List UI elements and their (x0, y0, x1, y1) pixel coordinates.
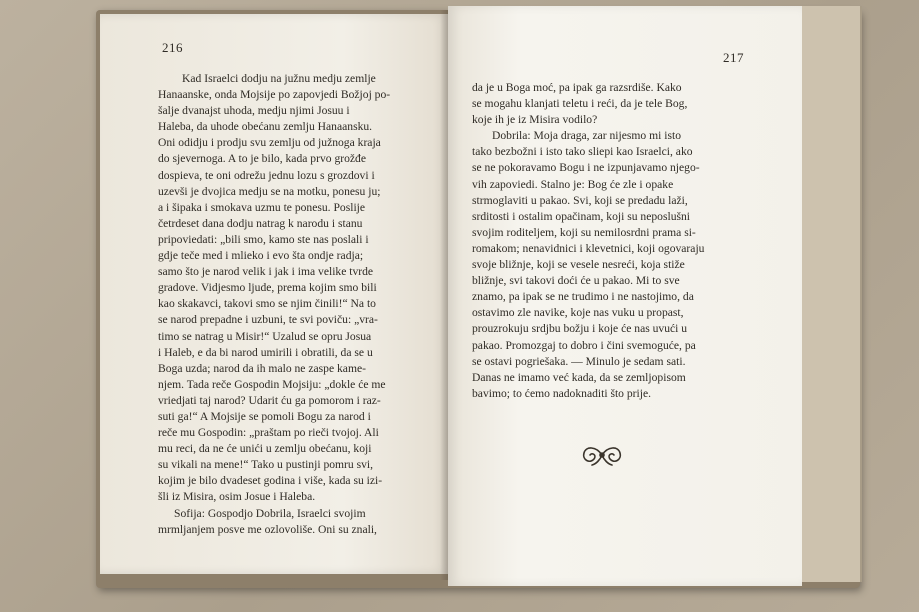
text-line: timo se natrag u Misir!“ Uzalud se opru Josua (158, 329, 372, 343)
left-page-number: 216 (162, 40, 183, 55)
text-line: svojim roditeljem, koji su nemilosrdni prama si- (472, 225, 696, 239)
text-line: reče mu Gospodin: „praštam po rieči tvojoj. Ali (158, 426, 379, 440)
text-line: i Haleb, e da bi narod umirili i obratili, da se u (158, 345, 373, 359)
text-line: Kad Israelci dodju na južnu medju zemlje (182, 72, 376, 85)
text-line: prouzrokuju srdjbu božju i koje će nas uvući u (472, 322, 688, 336)
text-line: koje ih je iz Misira vodilo? (472, 113, 598, 127)
text-line: su vikali na mene!“ Tako u pustinji pomru svi, (158, 458, 374, 472)
text-line: Haleba, da uhode obećanu zemlju Hanaansku. (158, 120, 373, 134)
text-line: srditosti i ostalim opačinam, koji su neposlušni (472, 209, 691, 223)
text-line: samo što je narod velik i jak i ima velike tvrde (158, 265, 374, 279)
text-line: strmoglaviti u pakao. Svi, koji se predadu laži, (472, 193, 688, 207)
left-page-text (158, 71, 420, 538)
right-page-text (472, 80, 748, 402)
book-cover-edge (800, 6, 862, 582)
text-line: se ostavi pogriešaka. — Minulo je sedam sati. (472, 354, 686, 368)
text-line: vih zapoviedi. Stalno je: Bog će zle i opake (472, 177, 674, 191)
text-line: se mogahu klanjati teletu i reći, da je tele Bog, (472, 97, 688, 111)
fleuron-ornament-icon (576, 440, 628, 470)
text-line: kojim je bilo dvadeset godina i više, kada su izi- (158, 474, 383, 488)
text-line: pripoviedati: „bili smo, kamo ste nas poslali i (158, 232, 369, 246)
text-line: pakao. Promozgaj to dobro i čini svemoguće, pa (472, 338, 696, 352)
text-line: Boga uzda; narod da ih malo ne zaspe kame- (158, 361, 366, 375)
text-line: se narod prepadne i uzbuni, te svi poviču: „vra- (158, 313, 378, 327)
text-line: Oni odidju i prodju svu zemlju od južnoga kraja (158, 136, 381, 150)
text-line: romakom; nenavidnici i klevetnici, koji ogovaraju (472, 241, 705, 255)
text-line: bližnje, svi takovi doći će u pakao. Mi to sve (472, 274, 680, 288)
text-line: dospieva, te oni odrežu jednu lozu s grozdovi i (158, 168, 375, 182)
text-line: mu reci, da ne će unići u zemlju obećanu, koji (158, 442, 372, 456)
text-line: bavimo; to ćemo nadoknaditi što prije. (472, 386, 652, 400)
text-line: njem. Tada reče Gospodin Mojsiju: „dokle će me (158, 377, 386, 391)
text-line: gdje teče med i mlieko i evo šta ondje radja; (158, 249, 364, 263)
text-line: četrdeset dana dodju natrag k narodu i stanu (158, 216, 363, 230)
text-line: da je u Boga moć, pa ipak ga razsrdiše. Kako (472, 81, 682, 94)
text-line: gradove. Vidjesmo ljude, prema kojim smo bili (158, 281, 377, 295)
text-line: suti ga!“ A Mojsije se pomoli Bogu za narod i (158, 409, 371, 423)
text-line: Sofija: Gospodjo Dobrila, Israelci svojim (174, 506, 366, 520)
text-line: kao skakavci, takovi smo se njim činili!“ Na to (158, 297, 376, 311)
text-line: tako bezbožni i isto tako sliepi kao Israelci, ako (472, 145, 693, 159)
left-page (100, 14, 448, 574)
right-page (448, 6, 802, 586)
text-line: a i šipaka i smokava uzmu te ponesu. Poslije (158, 200, 366, 214)
text-line: uzevši je dvojica medju se na motku, ponesu ju; (158, 184, 381, 198)
text-line: do sjevernoga. A to je bilo, kada prvo grožđe (158, 152, 366, 166)
text-line: vriedjati taj narod? Udarit ću ga pomorom i raz- (158, 393, 381, 407)
text-line: šli iz Misira, osim Josue i Haleba. (158, 490, 316, 504)
text-line: mrmljanjem posve me ozlovoliše. Oni su znali, (158, 522, 377, 536)
text-line: Danas ne imamo već kada, da se zemljopisom (472, 370, 686, 384)
text-line: šalje dvanajst uhoda, medju njimi Josuu i (158, 104, 350, 118)
text-line: svoje bližnje, koji se vesele nesreći, koja stiže (472, 258, 685, 272)
text-line: Hanaanske, onda Mojsije po zapovjedi Božjoj po- (158, 88, 391, 102)
text-line: se ne pokoravamo Bogu i ne izpunjavamo njego- (472, 161, 700, 175)
text-line: znamo, pa ipak se ne trudimo i ne nastojimo, da (472, 290, 694, 304)
text-line: Dobrila: Moja draga, zar nijesmo mi isto (492, 129, 681, 143)
text-line: ostavimo zle navike, koje nas vuku u propast, (472, 306, 684, 320)
right-page-number: 217 (723, 50, 744, 65)
